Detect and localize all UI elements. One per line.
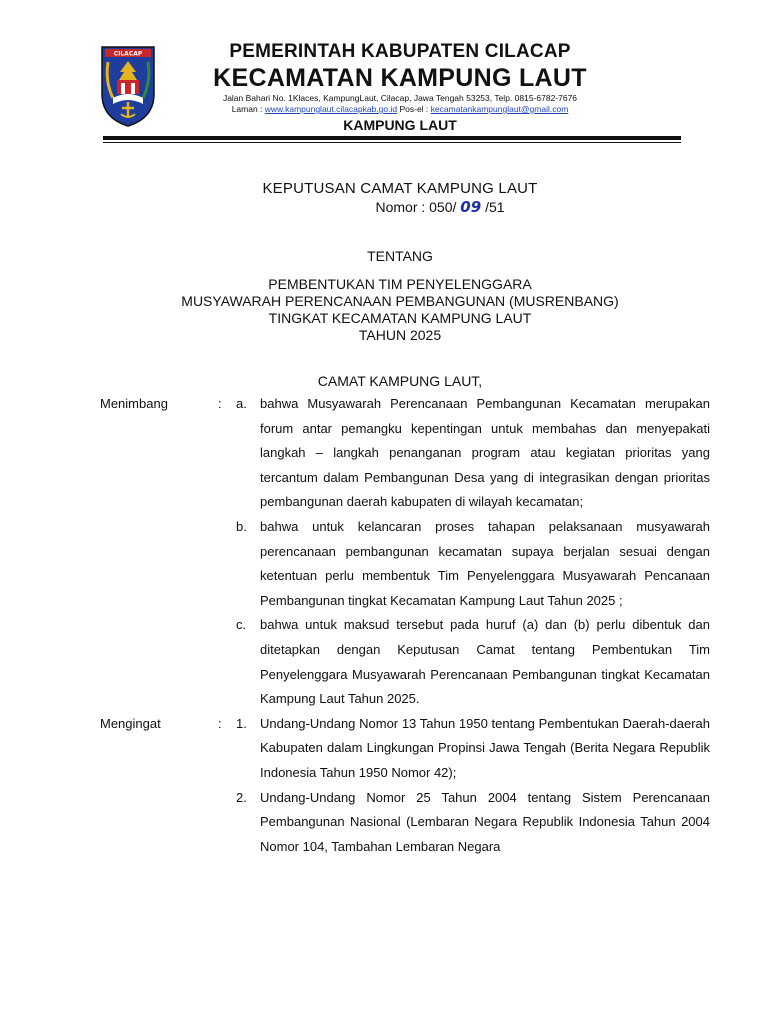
considering-item: [100, 392, 710, 515]
item-text: bahwa Musyawarah Perencanaan Pembangunan Kecamatan merupakan forum antar pemangku kepentingan untuk membahas dan menyepakati langkah – langkah penanganan program atau kegiatan prioritas yang tercantum dalam Pembangunan Desa yang di integrasikan dengan prioritas pembangunan daerah kabupaten di wilayah kecamatan;: [260, 396, 710, 510]
item-marker: 1.: [236, 715, 247, 731]
considering-item: [100, 515, 710, 613]
subject-line: TINGKAT KECAMATAN KAMPUNG LAUT: [268, 310, 532, 326]
letterhead-divider: [103, 136, 681, 140]
decree-number-suffix: /51: [485, 199, 505, 215]
decree-subject: [100, 276, 700, 344]
issuer-line: CAMAT KAMPUNG LAUT,: [317, 373, 483, 389]
letterhead-divider-thin: [103, 142, 681, 143]
item-text: bahwa untuk kelancaran proses tahapan pelaksanaan musyawarah perencanaan pembangunan kecamatan supaya berjalan sesuai dengan ketentuan perlu membentuk Tim Penyelenggara Musyawarah Pencanaan Pembangunan tingkat Kecamatan Kampung Laut Tahun 2025 ;: [260, 518, 710, 608]
item-marker: b.: [236, 518, 247, 534]
item-marker: a.: [236, 396, 247, 411]
web-label: Laman :: [231, 104, 263, 114]
considering-item: [100, 613, 710, 711]
office-address: Jalan Bahari No. 1Klaces, KampungLaut, Cilacap, Jawa Tengah 53253, Telp. 0815-6782-7676: [222, 93, 578, 103]
decree-number-prefix: Nomor : 050/: [375, 199, 457, 215]
website-link[interactable]: www.kampunglaut.cilacapkab.go.id: [264, 104, 398, 114]
decree-title: KEPUTUSAN CAMAT KAMPUNG LAUT: [262, 180, 538, 197]
decree-number: [100, 198, 740, 216]
contact-line: [150, 104, 650, 115]
item-text: bahwa untuk maksud tersebut pada huruf (a) dan (b) perlu dibentuk dan ditetapkan dengan Keputusan Camat tentang Pembentukan Tim Penyelenggara Musyawarah Perencanaan Pembangunan tingkat Kecamatan Kampung Laut Tahun 2025.: [260, 617, 710, 707]
subject-line: MUSYAWARAH PERENCANAAN PEMBANGUNAN (MUSRENBANG): [181, 293, 619, 309]
item-marker: 2.: [236, 789, 247, 805]
handwritten-number: 09: [460, 198, 482, 216]
cilacap-coat-of-arms-icon: [99, 44, 157, 128]
decree-body: [100, 392, 710, 859]
place-name: KAMPUNG LAUT: [343, 117, 457, 133]
item-marker: c.: [236, 617, 247, 633]
section-colon: :: [218, 396, 222, 411]
subject-line: TAHUN 2025: [358, 327, 442, 343]
subject-line: PEMBENTUKAN TIM PENYELENGGARA: [268, 276, 532, 292]
section-colon: :: [218, 715, 222, 731]
item-text: Undang-Undang Nomor 13 Tahun 1950 tentang Pembentukan Daerah-daerah Kabupaten dalam Lingkungan Propinsi Jawa Tengah (Berita Negara Republik Indonesia Tahun 1950 Nomor 42);: [260, 715, 710, 780]
about-heading: TENTANG: [367, 248, 433, 264]
item-text: Undang-Undang Nomor 25 Tahun 2004 tentang Sistem Perencanaan Pembangunan Nasional (Lembaran Negara Republik Indonesia Tahun 2004 Nomor 104, Tambahan Lembaran Negara: [260, 789, 710, 854]
svg-text:CILACAP: CILACAP: [113, 50, 143, 58]
section-label-recalling: Mengingat: [100, 715, 161, 731]
section-label-considering: Menimbang: [100, 396, 168, 411]
letterhead: [150, 40, 650, 134]
office-name: KECAMATAN KAMPUNG LAUT: [213, 64, 587, 92]
recalling-item: [100, 712, 710, 786]
email-label: Pos-el :: [399, 104, 429, 114]
email-link[interactable]: kecamatankampunglaut@gmail.com: [430, 104, 569, 114]
recalling-item: [100, 786, 710, 860]
government-name: PEMERINTAH KABUPATEN CILACAP: [229, 41, 571, 62]
